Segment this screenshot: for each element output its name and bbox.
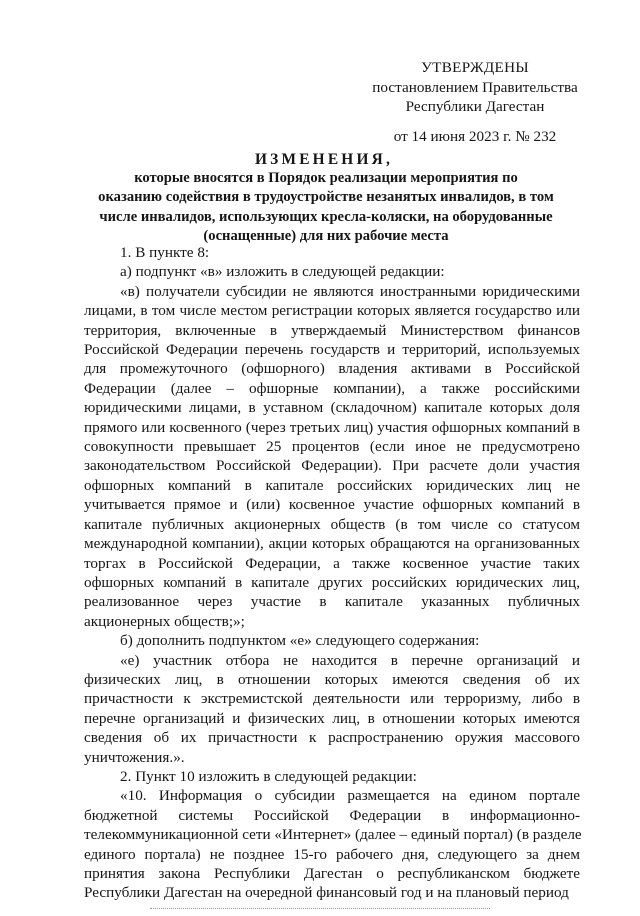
paragraph-line: прямого или косвенного (через третьих лиц) участия офшорных компаний в: [84, 418, 580, 436]
paragraph-line: «е) участник отбора не находится в перечне организаций и: [120, 651, 580, 669]
paragraph-line: реализованное через участие в капитале указанных публичных: [84, 593, 580, 611]
paragraph-line: лицами, в том числе местом регистрации которых является государство или: [84, 302, 580, 320]
paragraph-line: уничтожения.».: [84, 748, 185, 766]
paragraph-line: акционерных обществ;»;: [84, 612, 245, 630]
paragraph: [84, 651, 580, 767]
paragraph-line: «10. Информация о субсидии размещается на едином портале: [120, 787, 580, 805]
document-title: ИЗМЕНЕНИЯ,: [254, 151, 394, 168]
document-body: [84, 243, 580, 903]
paragraph: [84, 282, 580, 631]
paragraph-line: офшорных компаний в капитале других российских юридических лиц,: [84, 573, 580, 591]
document-subtitle: [78, 169, 574, 247]
paragraph-line: Республики Дагестан на очередной финансовый год и на плановый период: [84, 884, 569, 902]
paragraph-line: торгах в Российской Федерации, а также косвенное участие таких: [84, 554, 580, 572]
scan-edge-divider: [150, 908, 490, 909]
approval-region: Республики Дагестан: [405, 98, 545, 116]
paragraph-line: сведения об их причастности к распространению оружия массового: [84, 729, 580, 747]
paragraph: [84, 767, 580, 786]
paragraph-line: капитале публичных акционерных обществ (в том числе со статусом: [84, 515, 580, 533]
approval-title: УТВЕРЖДЕНЫ: [421, 59, 529, 76]
paragraph-line: международной компании), акции которых обращаются на организованных: [84, 535, 580, 553]
paragraph-line: перечне организаций и физических лиц, в отношении которых имеются: [84, 709, 580, 727]
paragraph-line: причастности к экстремистской деятельности или терроризму, либо в: [84, 690, 580, 708]
paragraph-line: Федерации (далее – офшорные компании), а также российскими: [84, 379, 580, 397]
paragraph: [84, 786, 580, 902]
paragraph-line: юридическими лицами, в уставном (складочном) капитале которых доля: [84, 399, 580, 417]
paragraph-line: для промежуточного (офшорного) владения активами в Российской: [84, 360, 580, 378]
subtitle-line: числе инвалидов, использующих кресла-коляски, на оборудованные: [99, 208, 553, 225]
paragraph-line: телекоммуникационной сети «Интернет» (далее – единый портал) (в разделе: [84, 826, 582, 844]
paragraph-line: территория, включенные в утверждаемый Министерством финансов: [84, 321, 580, 339]
subtitle-line: которые вносятся в Порядок реализации мероприятия по: [134, 170, 518, 186]
paragraph-line: принятия закона Республики Дагестан о республиканском бюджете: [84, 865, 580, 882]
paragraph-line: б) дополнить подпунктом «е» следующего содержания:: [120, 632, 480, 650]
paragraph-line: учитывается прямое и (или) косвенное участие офшорных компаний в: [84, 496, 580, 514]
subtitle-line: (оснащенные) для них рабочие места: [203, 228, 449, 245]
paragraph-line: законодательством Российской Федерации). При расчете доли участия: [84, 457, 580, 475]
approval-date: от 14 июня 2023 г. № 232: [393, 127, 557, 145]
paragraph: [84, 631, 580, 650]
paragraph-line: 1. В пункте 8:: [120, 244, 210, 261]
paragraph-line: бюджетной системы Российской Федерации в информационно-: [84, 806, 580, 824]
paragraph-line: 2. Пункт 10 изложить в следующей редакции:: [120, 767, 417, 785]
paragraph-line: единого портала) не позднее 15-го рабочего дня, следующего за днем: [84, 845, 580, 863]
subtitle-line: оказанию содействия в трудоустройстве незанятых инвалидов, в том: [98, 189, 554, 206]
paragraph-line: совокупности превышает 25 процентов (если иное не предусмотрено: [84, 438, 580, 456]
approval-stamp: [364, 58, 586, 146]
approval-authority: постановлением Правительства: [372, 78, 578, 96]
paragraph-line: Российской Федерации перечень государств и территорий, используемых: [84, 341, 580, 359]
paragraph-line: а) подпункт «в» изложить в следующей редакции:: [120, 263, 445, 281]
paragraph: [84, 262, 580, 281]
paragraph-line: офшорных компаний в капитале российских юридических лиц не: [84, 476, 580, 494]
paragraph: [84, 243, 580, 262]
paragraph-line: «в) получатели субсидии не являются иностранными юридическими: [120, 282, 580, 300]
paragraph-line: физических лиц, в отношении которых имеются сведения об их: [84, 670, 580, 688]
